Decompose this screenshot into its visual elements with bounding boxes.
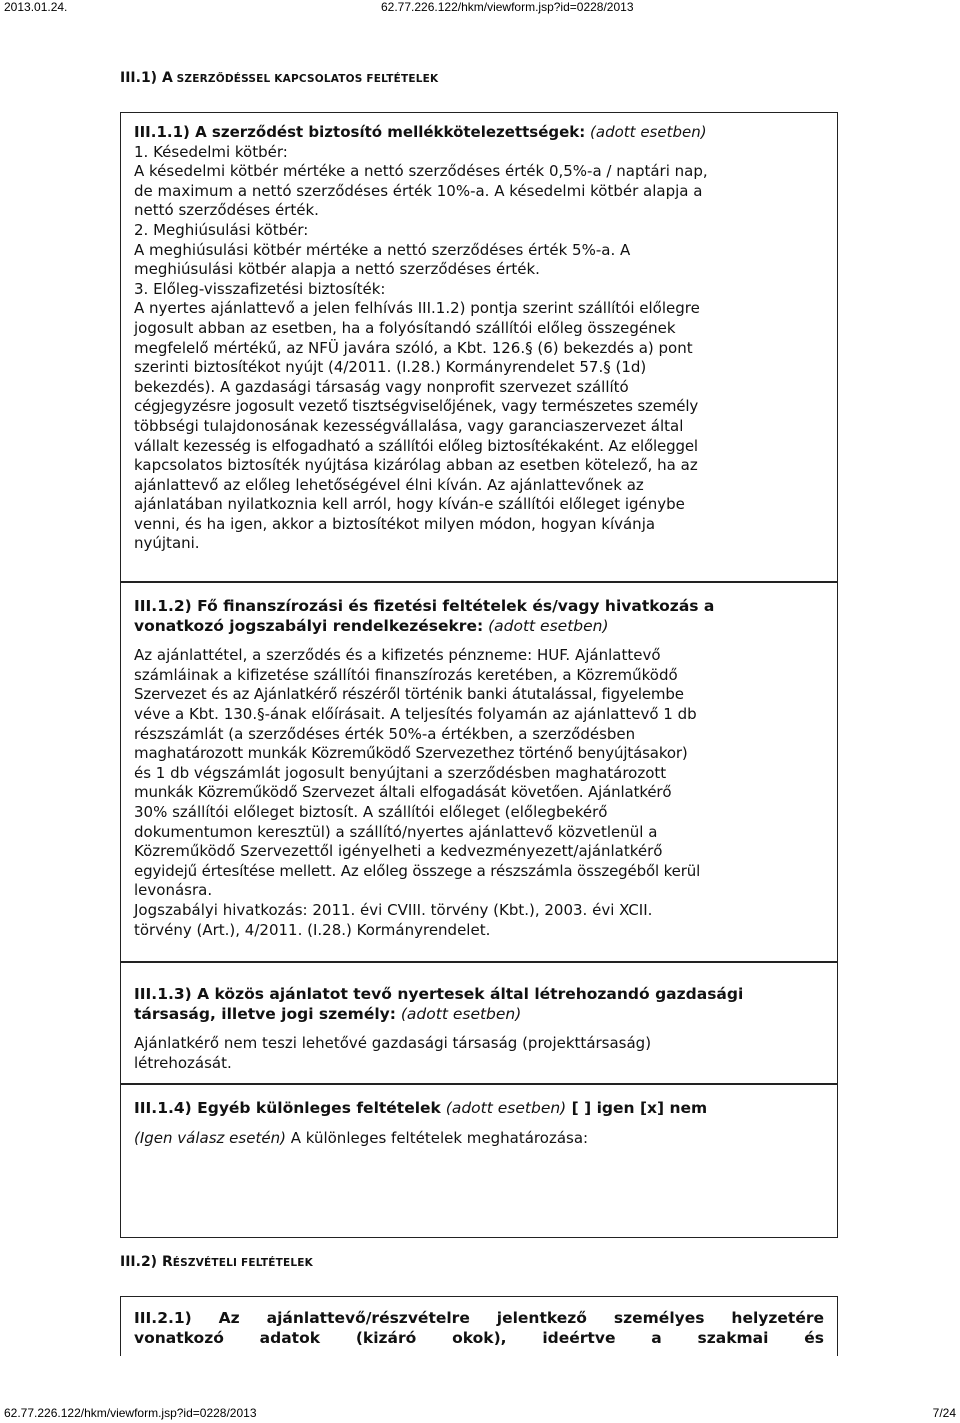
block-heading: vonatkozó jogszabályi rendelkezésekre: (adott esetben)	[134, 616, 609, 635]
block-III-1-4	[134, 1099, 824, 1148]
text-line: számláinak a kifizetése szállítói finanszírozás keretében, a Közreműködő	[134, 665, 678, 684]
block-heading: III.1.1) A szerződést biztosító mellékkötelezettségek: (adott esetben)	[134, 123, 707, 141]
block-heading: vonatkozó adatok (kizáró okok), ideértve a szakmai és	[134, 1328, 824, 1347]
text-line: és 1 db végszámlát jogosult benyújtani a szerződésben maghatározott	[134, 763, 667, 782]
text-line: bekezdés). A gazdasági társaság vagy nonprofit szervezet szállító	[134, 377, 629, 396]
text-line: 2. Meghiúsulási kötbér:	[134, 220, 309, 239]
text-line: Ajánlatkérő nem teszi lehetővé gazdasági társaság (projekttársaság)	[134, 1034, 652, 1053]
text-line: többségi tulajdonosának kezességvállalása, vagy garanciaszervezet által	[134, 416, 684, 435]
text-line: meghiúsulási kötbér alapja a nettó szerződéses érték.	[134, 260, 540, 279]
text-line: létrehozását.	[134, 1053, 232, 1072]
text-line: (Igen válasz esetén) A különleges feltételek meghatározása:	[134, 1128, 589, 1147]
text-line: 1. Késedelmi kötbér:	[134, 142, 288, 161]
block-heading: III.1.4) Egyéb különleges feltételek (adott esetben) [ ] igen [x] nem	[134, 1099, 708, 1117]
text-line: munkák Közreműködő Szervezet általi elfogadását követően. Ajánlatkérő	[134, 783, 672, 802]
text-line: nyújtani.	[134, 534, 200, 553]
text-line: szerinti biztosítékot nyújt (4/2011. (I.28.) Kormányrendelet 57.§ (1d)	[134, 358, 647, 377]
print-date: 2013.01.24.	[4, 0, 68, 14]
section-title-III-2: III.2) RÉSZVÉTELI FELTÉTELEK	[120, 1254, 313, 1270]
browser-print-header	[0, 0, 960, 14]
text-line: Közreműködő Szervezettől igényelheti a kedvezményezett/ajánlatkérő	[134, 842, 663, 861]
text-line: A meghiúsulási kötbér mértéke a nettó szerződéses érték 5%-a. A	[134, 240, 631, 259]
text-line: cégjegyzésre jogosult vezető tisztségviselőjének, vagy természetes személy	[134, 397, 699, 416]
text-line: kapcsolatos biztosíték nyújtása kizárólag abban az esetben kötelező, ha az	[134, 456, 698, 475]
text-line: Az ajánlattétel, a szerződés és a kifizetés pénzneme: HUF. Ajánlattevő	[134, 646, 661, 665]
text-line: A nyertes ajánlattevő a jelen felhívás III.1.2) pontja szerint szállítói előlegre	[134, 299, 700, 318]
block-heading: társaság, illetve jogi személy: (adott esetben)	[134, 1004, 522, 1023]
text-line: nettó szerződéses érték.	[134, 201, 319, 220]
block-heading: III.1.3) A közös ajánlatot tevő nyertesek által létrehozandó gazdasági	[134, 985, 744, 1003]
print-url: 62.77.226.122/hkm/viewform.jsp?id=0228/2013	[4, 1406, 257, 1420]
print-url: 62.77.226.122/hkm/viewform.jsp?id=0228/2013	[381, 0, 634, 14]
text-line: megfelelő mértékű, az NFÜ javára szóló, a Kbt. 126.§ (6) bekezdés a) pont	[134, 338, 693, 357]
section-title-III-1: III.1) A SZERZŐDÉSSEL KAPCSOLATOS FELTÉTELEK	[120, 70, 439, 86]
browser-print-footer	[0, 1406, 960, 1423]
block-heading: III.1.2) Fő finanszírozási és fizetési feltételek és/vagy hivatkozás a	[134, 597, 715, 615]
text-line: 30% szállítói előleget biztosít. A szállítói előleget (előlegbekérő	[134, 802, 608, 821]
text-line: véve a Kbt. 130.§-ának előírásait. A teljesítés folyamán az ajánlattevő 1 db	[134, 704, 697, 723]
text-line: törvény (Art.), 4/2011. (I.28.) Kormányrendelet.	[134, 920, 491, 939]
text-line: 3. Előleg-visszafizetési biztosíték:	[134, 279, 386, 298]
text-line: jogosult abban az esetben, ha a folyósítandó szállítói előleg összegének	[134, 318, 676, 337]
text-line: venni, és ha igen, akkor a biztosítékot milyen módon, hogyan kívánja	[134, 514, 656, 533]
text-line: Jogszabályi hivatkozás: 2011. évi CVIII. törvény (Kbt.), 2003. évi XCII.	[134, 900, 653, 919]
page-number: 7/24	[932, 1406, 956, 1420]
text-line: de maximum a nettó szerződéses érték 10%-a. A késedelmi kötbér alapja a	[134, 181, 703, 200]
text-line: vállalt kezesség is elfogadható a szállítói előleg biztosítékaként. Az előleggel	[134, 436, 698, 455]
block-III-1-3	[134, 985, 824, 1073]
block-III-1-1	[134, 123, 824, 554]
text-line: maghatározott munkák Közreműködő Szervezethez történő benyújtásakor)	[134, 744, 688, 763]
text-line: levonásra.	[134, 881, 213, 900]
block-III-1-2	[134, 597, 824, 940]
block-III-2-1	[134, 1309, 824, 1348]
text-line: egyidejű értesítése mellett. Az előleg összege a részszámla összegéből kerül	[134, 861, 701, 880]
text-line: A késedelmi kötbér mértéke a nettó szerződéses érték 0,5%-a / naptári nap,	[134, 162, 708, 181]
block-heading: III.2.1) Az ajánlattevő/részvételre jelentkező személyes helyzetére	[134, 1309, 824, 1327]
text-line: dokumentumon keresztül) a szállító/nyertes ajánlattevő közvetlenül a	[134, 822, 658, 841]
text-line: részszámlát (a szerződéses érték 50%-a értékben, a szerződésben	[134, 724, 636, 743]
text-line: ajánlattevő az előleg lehetőségével élni kíván. Az ajánlattevőnek az	[134, 475, 644, 494]
text-line: ajánlatában nyilatkoznia kell arról, hogy kíván-e szállítói előleget igénybe	[134, 495, 685, 514]
text-line: Szervezet és az Ajánlatkérő részéről történik banki átutalással, figyelembe	[134, 685, 684, 704]
